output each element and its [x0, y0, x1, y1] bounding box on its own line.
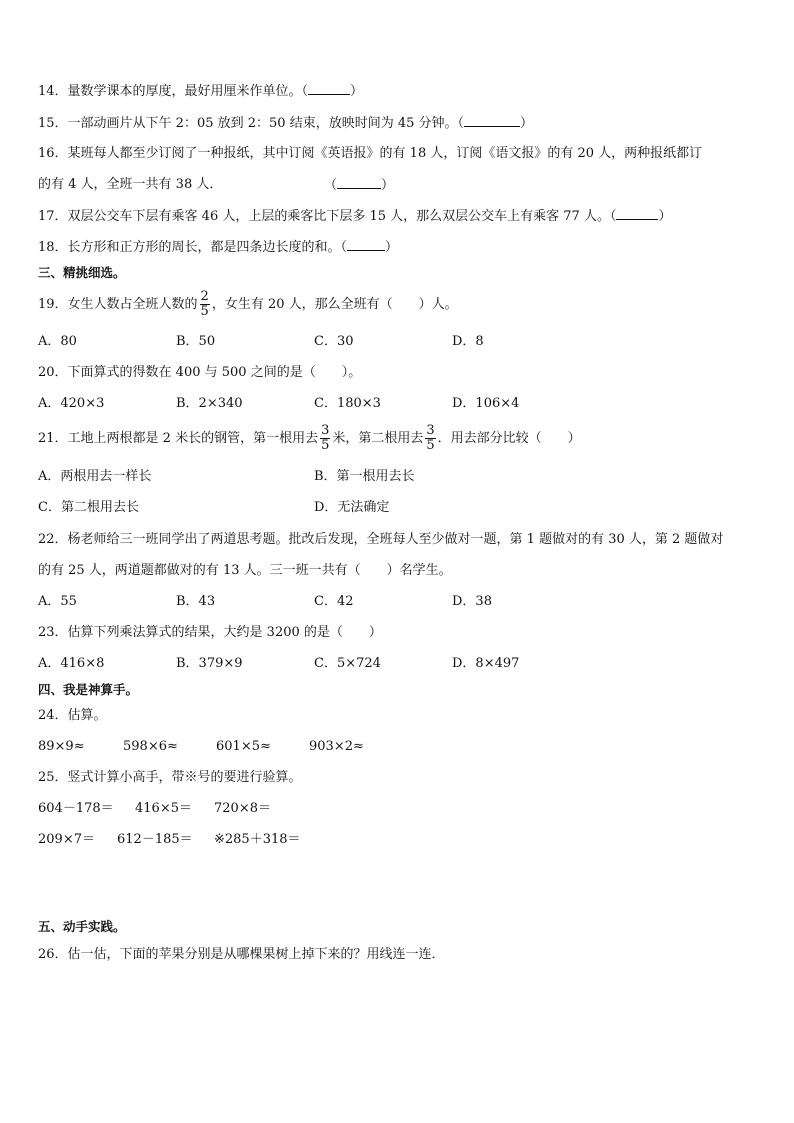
answer-blank[interactable]: [337, 176, 381, 189]
q22-option-d[interactable]: D．38: [452, 594, 492, 609]
q19-option-b[interactable]: B．50: [176, 334, 216, 349]
q19-option-d[interactable]: D．8: [452, 334, 484, 349]
q19-option-a[interactable]: A．80: [38, 334, 77, 349]
q21-option-c[interactable]: C．第二根用去长: [38, 500, 139, 515]
question-25: 25．竖式计算小高手，带※号的要进行验算。: [38, 770, 302, 785]
fraction: $\frac{2}{5}$: [200, 289, 209, 319]
question-19: 19．女生人数占全班人数的 $\frac{2}{5}$ ，女生有 20 人，那么全班有（ ）人。: [38, 289, 458, 319]
answer-blank[interactable]: [464, 114, 520, 127]
question-22-line1: 22．杨老师给三一班同学出了两道思考题。批改后发现，全班每人至少做对一题，第 1 题做对的有 30 人，第 2 题做对: [38, 532, 724, 547]
q23-option-c[interactable]: C．5×724: [314, 656, 381, 671]
answer-blank[interactable]: [308, 82, 350, 95]
question-20: 20．下面算式的得数在 400 与 500 之间的是（ ）。: [38, 365, 362, 380]
q19-option-c[interactable]: C．30: [314, 334, 354, 349]
q21-option-a[interactable]: A．两根用去一样长: [38, 469, 152, 484]
estimate-item: 89×9≈: [38, 739, 85, 754]
question-16-line2: 的有 4 人，全班一共有 38 人．: [38, 177, 223, 192]
section-5-heading: 五、动手实践。: [38, 919, 126, 934]
section-3-heading: 三、精挑细选。: [38, 265, 126, 280]
question-26: 26．估一估，下面的苹果分别是从哪棵果树上掉下来的？用线连一连．: [38, 947, 445, 962]
section-4-heading: 四、我是神算手。: [38, 682, 139, 697]
question-22-line2: 的有 25 人，两道题都做对的有 13 人。三一班一共有（ ）名学生。: [38, 563, 452, 578]
q23-option-a[interactable]: A．416×8: [38, 656, 105, 671]
question-15: 15．一部动画片从下午 2：05 放到 2：50 结束，放映时间为 45 分钟。（ ）: [38, 116, 534, 131]
estimate-item: 903×2≈: [309, 739, 364, 754]
calc-item: 612－185＝: [117, 832, 193, 847]
answer-blank[interactable]: [616, 207, 658, 220]
q20-option-c[interactable]: C．180×3: [314, 396, 381, 411]
answer-blank[interactable]: [347, 238, 385, 251]
calc-item: ※285＋318＝: [214, 832, 301, 847]
q20-option-a[interactable]: A．420×3: [38, 396, 105, 411]
calc-item: 416×5＝: [135, 801, 192, 816]
q23-option-b[interactable]: B．379×9: [176, 656, 243, 671]
question-16-line1: 16．某班每人都至少订阅了一种报纸，其中订阅《英语报》的有 18 人，订阅《语文报》的有 20 人，两种报纸都订: [38, 146, 703, 161]
question-14: 14．量数学课本的厚度，最好用厘米作单位。（ ）: [38, 84, 364, 99]
question-24: 24．估算。: [38, 708, 107, 723]
q22-option-c[interactable]: C．42: [314, 594, 354, 609]
q21-option-b[interactable]: B．第一根用去长: [314, 469, 415, 484]
calc-item: 720×8＝: [214, 801, 271, 816]
q20-option-d[interactable]: D．106×4: [452, 396, 520, 411]
fraction: $\frac{3}{5}$: [426, 423, 435, 453]
q22-option-b[interactable]: B．43: [176, 594, 216, 609]
q22-option-a[interactable]: A．55: [38, 594, 77, 609]
calc-item: 209×7＝: [38, 832, 95, 847]
estimate-item: 601×5≈: [216, 739, 271, 754]
question-17: 17．双层公交车下层有乘客 46 人，上层的乘客比下层多 15 人，那么双层公交车上有乘客 77 人。（ ）: [38, 209, 672, 224]
fraction: $\frac{3}{5}$: [321, 423, 330, 453]
q20-option-b[interactable]: B．2×340: [176, 396, 243, 411]
calc-item: 604－178＝: [38, 801, 114, 816]
question-23: 23．估算下列乘法算式的结果，大约是 3200 的是（ ）: [38, 625, 382, 640]
question-21: 21．工地上两根都是 2 米长的钢管，第一根用去 $\frac{3}{5}$ 米，第二根用去 $\frac{3}{5}$ ．用去部分比较（ ）: [38, 423, 581, 453]
q21-option-d[interactable]: D．无法确定: [314, 500, 390, 515]
estimate-item: 598×6≈: [123, 739, 178, 754]
question-16-answer: （ ）: [324, 178, 395, 193]
question-18: 18．长方形和正方形的周长，都是四条边长度的和。（ ）: [38, 240, 399, 255]
q23-option-d[interactable]: D．8×497: [452, 656, 520, 671]
